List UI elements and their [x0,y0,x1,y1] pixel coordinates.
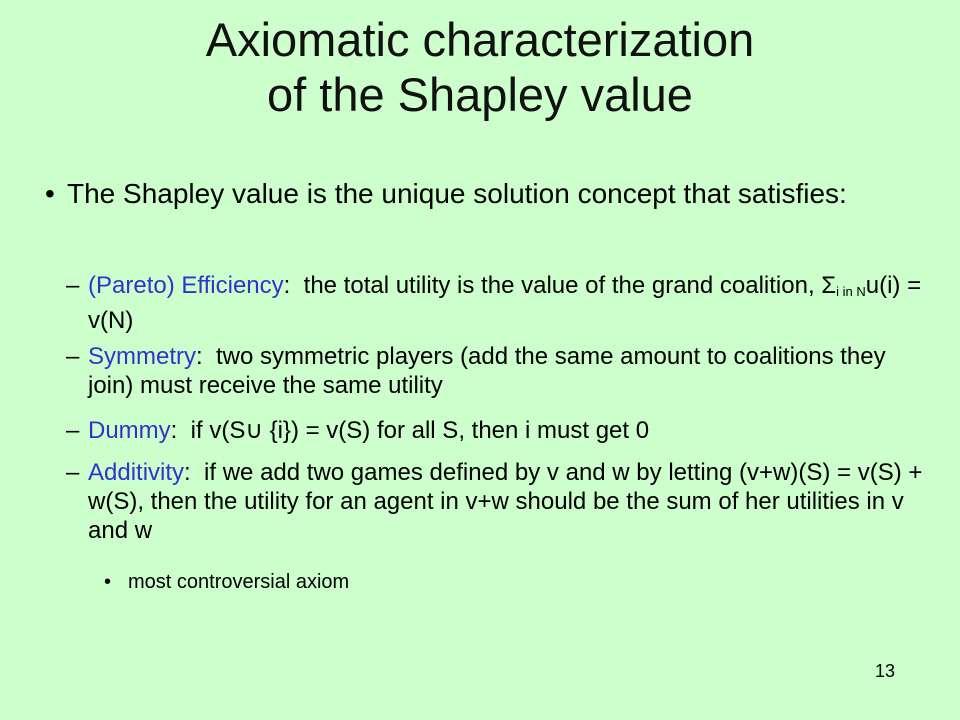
axiom-efficiency [66,271,926,335]
axiom-term: Additivity [88,459,185,486]
axiom-text: if we add two games defined by v and w by letting (v+w)(S) = v(S) + w(S), then the utility for an agent in v+w should be the sum of her utilities in v and w [88,459,930,544]
axiom-term: (Pareto) Efficiency [88,272,284,299]
dash-marker: – [66,272,80,299]
title-line-2: of the Shapley value [267,68,693,121]
dash-marker: – [66,459,80,486]
axiom-dummy [66,416,926,445]
title-line-1: Axiomatic characterization [205,13,755,66]
dash-marker: – [66,417,80,444]
bullet-marker: • [104,571,112,593]
axiom-text: two symmetric players (add the same amount to coalitions they join) must receive the same utility [88,343,893,399]
intro-text: The Shapley value is the unique solution concept that satisfies: [67,178,847,209]
bullet-marker: • [45,178,55,209]
page-number: 13 [875,661,896,681]
axiom-term: Symmetry [88,343,196,370]
axiom-text: the total utility is the value of the grand coalition, Σ [290,272,837,299]
axiom-symmetry [66,342,926,400]
axiom-additivity [66,458,930,545]
sub-bullet-text: most controversial axiom [128,571,350,593]
axiom-text: if v(S∪ {i}) = v(S) for all S, then i must get 0 [177,417,650,444]
axiom-separator: : [196,343,203,370]
axiom-term: Dummy [88,417,171,444]
axiom-separator: : [184,459,191,486]
axiom-separator: : [283,272,291,299]
axiom-separator: : [170,417,178,444]
sum-subscript: i in N [836,284,866,299]
main-bullet [45,176,925,211]
dash-marker: – [66,343,80,370]
sub-bullet [104,569,904,595]
slide-title [0,12,960,122]
axiom-text-end: u(i) = v(N) [88,272,922,334]
